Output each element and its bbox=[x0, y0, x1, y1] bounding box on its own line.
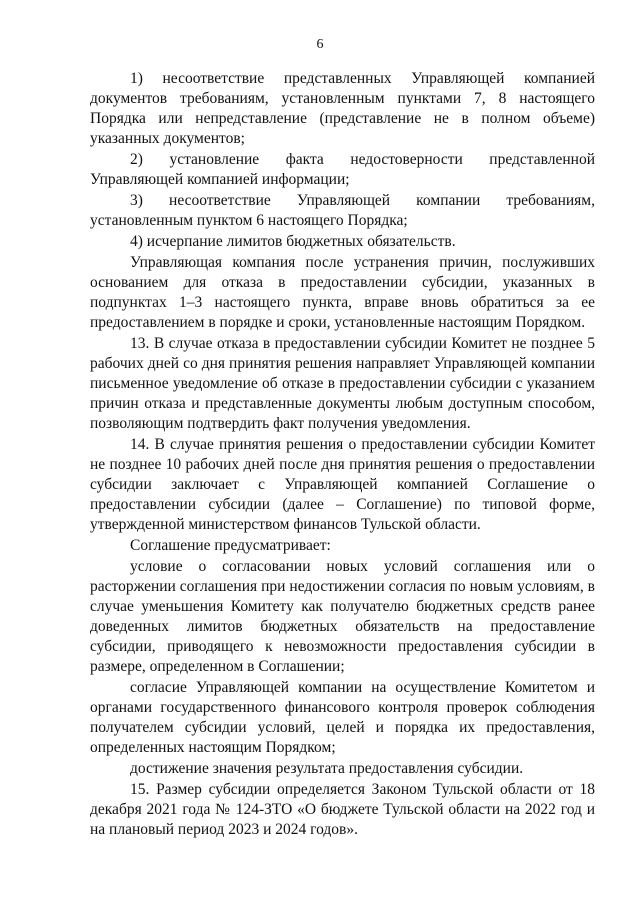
paragraph-resubmission: Управляющая компания после устранения причин, послуживших основанием для отказа в предоставлении субсидии, указанных в подпунктах 1–3 настоящего пункта, вправе вновь обратиться за ее предоставлением в порядке и сроки, установленные настоящим Порядком. bbox=[90, 254, 595, 331]
paragraph-clause-13: 13. В случае отказа в предоставлении субсидии Комитет не позднее 5 рабочих дней со дня принятия решения направляет Управляющей компании письменное уведомление об отказе в предоставлении субсидии с указанием причин отказа и представленные документы любым доступным способом, позволяющим подтвердить факт получения уведомления. bbox=[90, 335, 595, 432]
paragraph-agreement-condition-2: согласие Управляющей компании на осуществление Комитетом и органами государственного финансового контроля проверок соблюдения получателем субсидии условий, целей и порядка их предоставления, определенных настоящим Порядком; bbox=[90, 679, 595, 756]
paragraph-item-3: 3) несоответствие Управляющей компании требованиям, установленным пунктом 6 настоящего Порядка; bbox=[90, 192, 595, 229]
paragraph-clause-15: 15. Размер субсидии определяется Законом Тульской области от 18 декабря 2021 года № 124-ЗТО «О бюджете Тульской области на 2022 год и на плановый период 2023 и 2024 годов». bbox=[90, 781, 595, 838]
page-number: 6 bbox=[316, 37, 324, 52]
paragraph-agreement-condition-3: достижение значения результата предоставления субсидии. bbox=[130, 760, 524, 777]
paragraph-agreement-condition-1: условие о согласовании новых условий соглашения или о расторжении соглашения при недостижении согласия по новым условиям, в случае уменьшения Комитету как получателю бюджетных средств ранее доведенных лимитов бюджетных обязательств на предоставление субсидии, приводящего к невозможности предоставления субсидии в размере, определенном в Соглашении; bbox=[90, 558, 595, 675]
paragraph-item-2: 2) установление факта недостоверности представленной Управляющей компанией информации; bbox=[90, 151, 595, 188]
paragraph-clause-14: 14. В случае принятия решения о предоставлении субсидии Комитет не позднее 10 рабочих дней после дня принятия решения о предоставлении субсидии заключает с Управляющей компанией Соглашение о предоставлении субсидии (далее – Соглашение) по типовой форме, утвержденной министерством финансов Тульской области. bbox=[90, 436, 595, 533]
paragraph-agreement-intro: Соглашение предусматривает: bbox=[130, 537, 331, 554]
document-body bbox=[90, 69, 595, 840]
paragraph-item-4: 4) исчерпание лимитов бюджетных обязательств. bbox=[130, 233, 456, 250]
paragraph-item-1: 1) несоответствие представленных Управляющей компанией документов требованиям, установленным пунктами 7, 8 настоящего Порядка или непредставление (представление не в полном объеме) указанных документов; bbox=[90, 70, 595, 147]
